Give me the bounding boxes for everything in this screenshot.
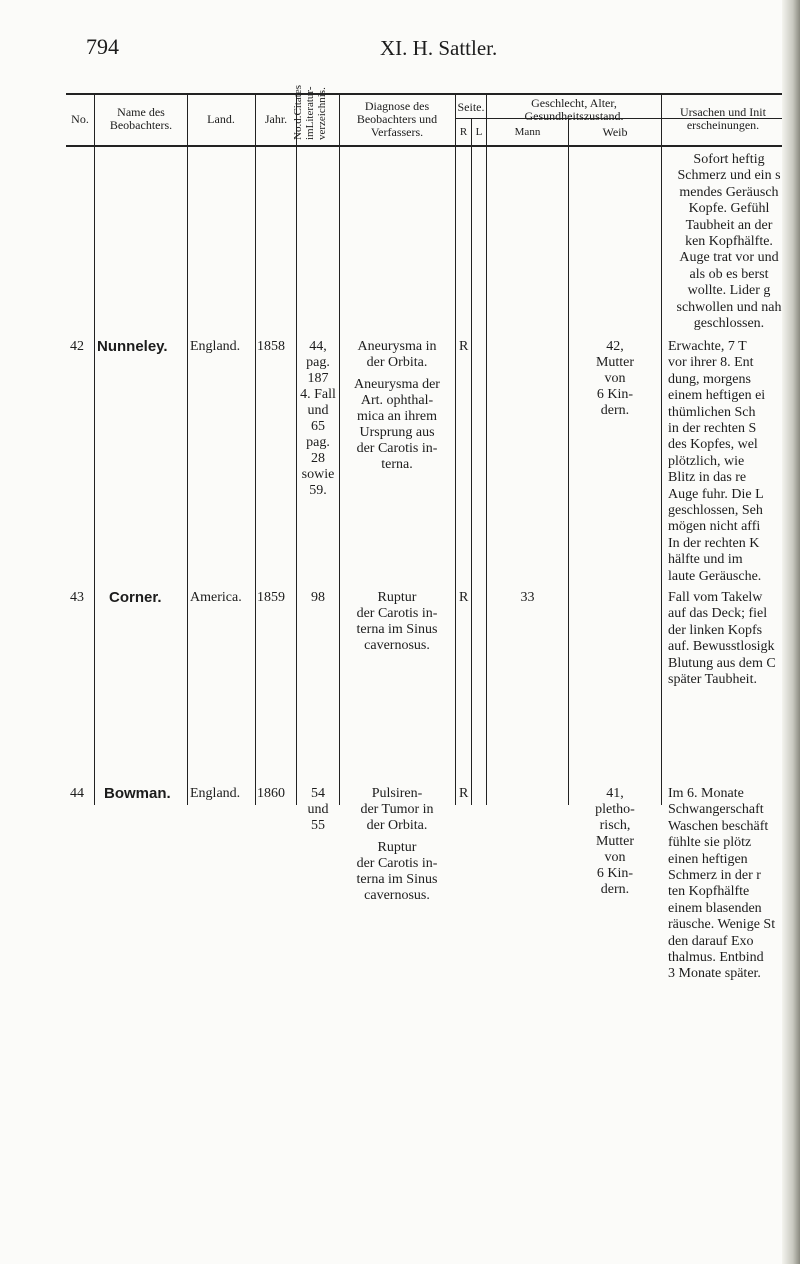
row-weib: 41, pletho- risch, Mutter von 6 Kin- dern. [595, 786, 635, 897]
row-citat: 54 und 55 [307, 786, 329, 833]
row-name: Corner. [109, 589, 162, 606]
row-name: Bowman. [104, 785, 171, 802]
header-mann: Mann [514, 126, 541, 138]
col-divider [471, 118, 472, 805]
row-seite-r: R [459, 339, 469, 354]
row-jahr: 1858 [257, 339, 285, 354]
row-diagnose: Aneurysma in der Orbita. Aneurysma der Art. ophthal- mica an ihrem Ursprung aus der Carotis in- terna. [354, 339, 440, 472]
header-no: No. [71, 112, 89, 126]
header-seite-l: L [475, 126, 483, 138]
row-diagnose: Pulsiren- der Tumor in der Orbita. Ruptur der Carotis in- terna im Sinus cavernosus. [356, 786, 438, 903]
running-title: XI. H. Sattler. [380, 36, 498, 60]
row-diagnose: Ruptur der Carotis in- terna im Sinus cavernosus. [356, 590, 438, 653]
row-mann: 33 [520, 590, 535, 605]
row-no: 43 [70, 590, 84, 605]
row-name: Nunneley. [97, 338, 168, 355]
row-ursachen: Im 6. Monate Schwangerschaft Waschen beschäft fühlte sie plötz einen heftigen Schmerz in der r ten Kopfhälfte einem blasenden räusche. Wenige St den darauf Exo thalmus. Entbind 3 Monate später. [668, 786, 776, 982]
row-no: 44 [70, 786, 84, 801]
col-divider [455, 93, 456, 805]
row-land: America. [190, 590, 242, 605]
page-number: 794 [86, 34, 119, 59]
header-weib: Weib [602, 125, 628, 139]
row-weib: 42, Mutter von 6 Kin- dern. [595, 339, 635, 418]
header-citat: No.d.Citates imLiteratur- verzeichnis. [292, 85, 328, 140]
row-seite-r: R [459, 590, 469, 605]
header-land: Land. [207, 112, 235, 126]
col-divider [661, 93, 662, 805]
col-divider [187, 93, 188, 805]
row-land: England. [190, 339, 241, 354]
header-diagnose: Diagnose des Beobachters und Verfassers. [356, 99, 438, 139]
row-land: England. [190, 786, 241, 801]
ursachen-pre-42: Sofort heftig Schmerz und ein s mendes Geräusch Kopfe. Gefühl Taubheit an der ken Kopfhälfte. Auge trat vor und als ob es berst wollte. Lider g schwollen und nah geschlossen. [676, 152, 782, 332]
header-bottom-rule [66, 145, 784, 147]
col-divider [255, 93, 256, 805]
col-divider [568, 118, 569, 805]
row-no: 42 [70, 339, 84, 354]
row-citat: 98 [311, 590, 325, 605]
header-geschlecht: Geschlecht, Alter, Gesundheitszustand. [524, 96, 624, 123]
header-jahr: Jahr. [264, 112, 288, 126]
row-ursachen: Erwachte, 7 T vor ihrer 8. Ent dung, morgens einem heftigen ei thümlichen Sch in der rechten S des Kopfes, wel plötzlich, wie Blitz in das re Auge fuhr. Die L geschlossen, Seh mögen nicht affi In der rechten K hälfte und im laute Geräusche. [668, 339, 766, 584]
row-citat: 44, pag. 187 4. Fall und 65 pag. 28 sowie 59. [300, 339, 336, 498]
page-edge-shadow [782, 0, 800, 1264]
row-jahr: 1859 [257, 590, 285, 605]
col-divider [486, 93, 487, 805]
row-seite-r: R [459, 786, 469, 801]
header-ursachen: Ursachen und Init erscheinungen. [680, 106, 766, 132]
col-divider [94, 93, 95, 805]
row-jahr: 1860 [257, 786, 285, 801]
table-top-rule [66, 93, 784, 95]
header-seite-r: R [459, 126, 468, 138]
row-ursachen: Fall vom Takelw auf das Deck; fiel der linken Kopfs auf. Bewusstlosigk Blutung aus dem C später Taubheit. [668, 590, 776, 688]
header-seite: Seite. [457, 100, 485, 114]
header-name: Name des Beobachters. [109, 105, 173, 132]
